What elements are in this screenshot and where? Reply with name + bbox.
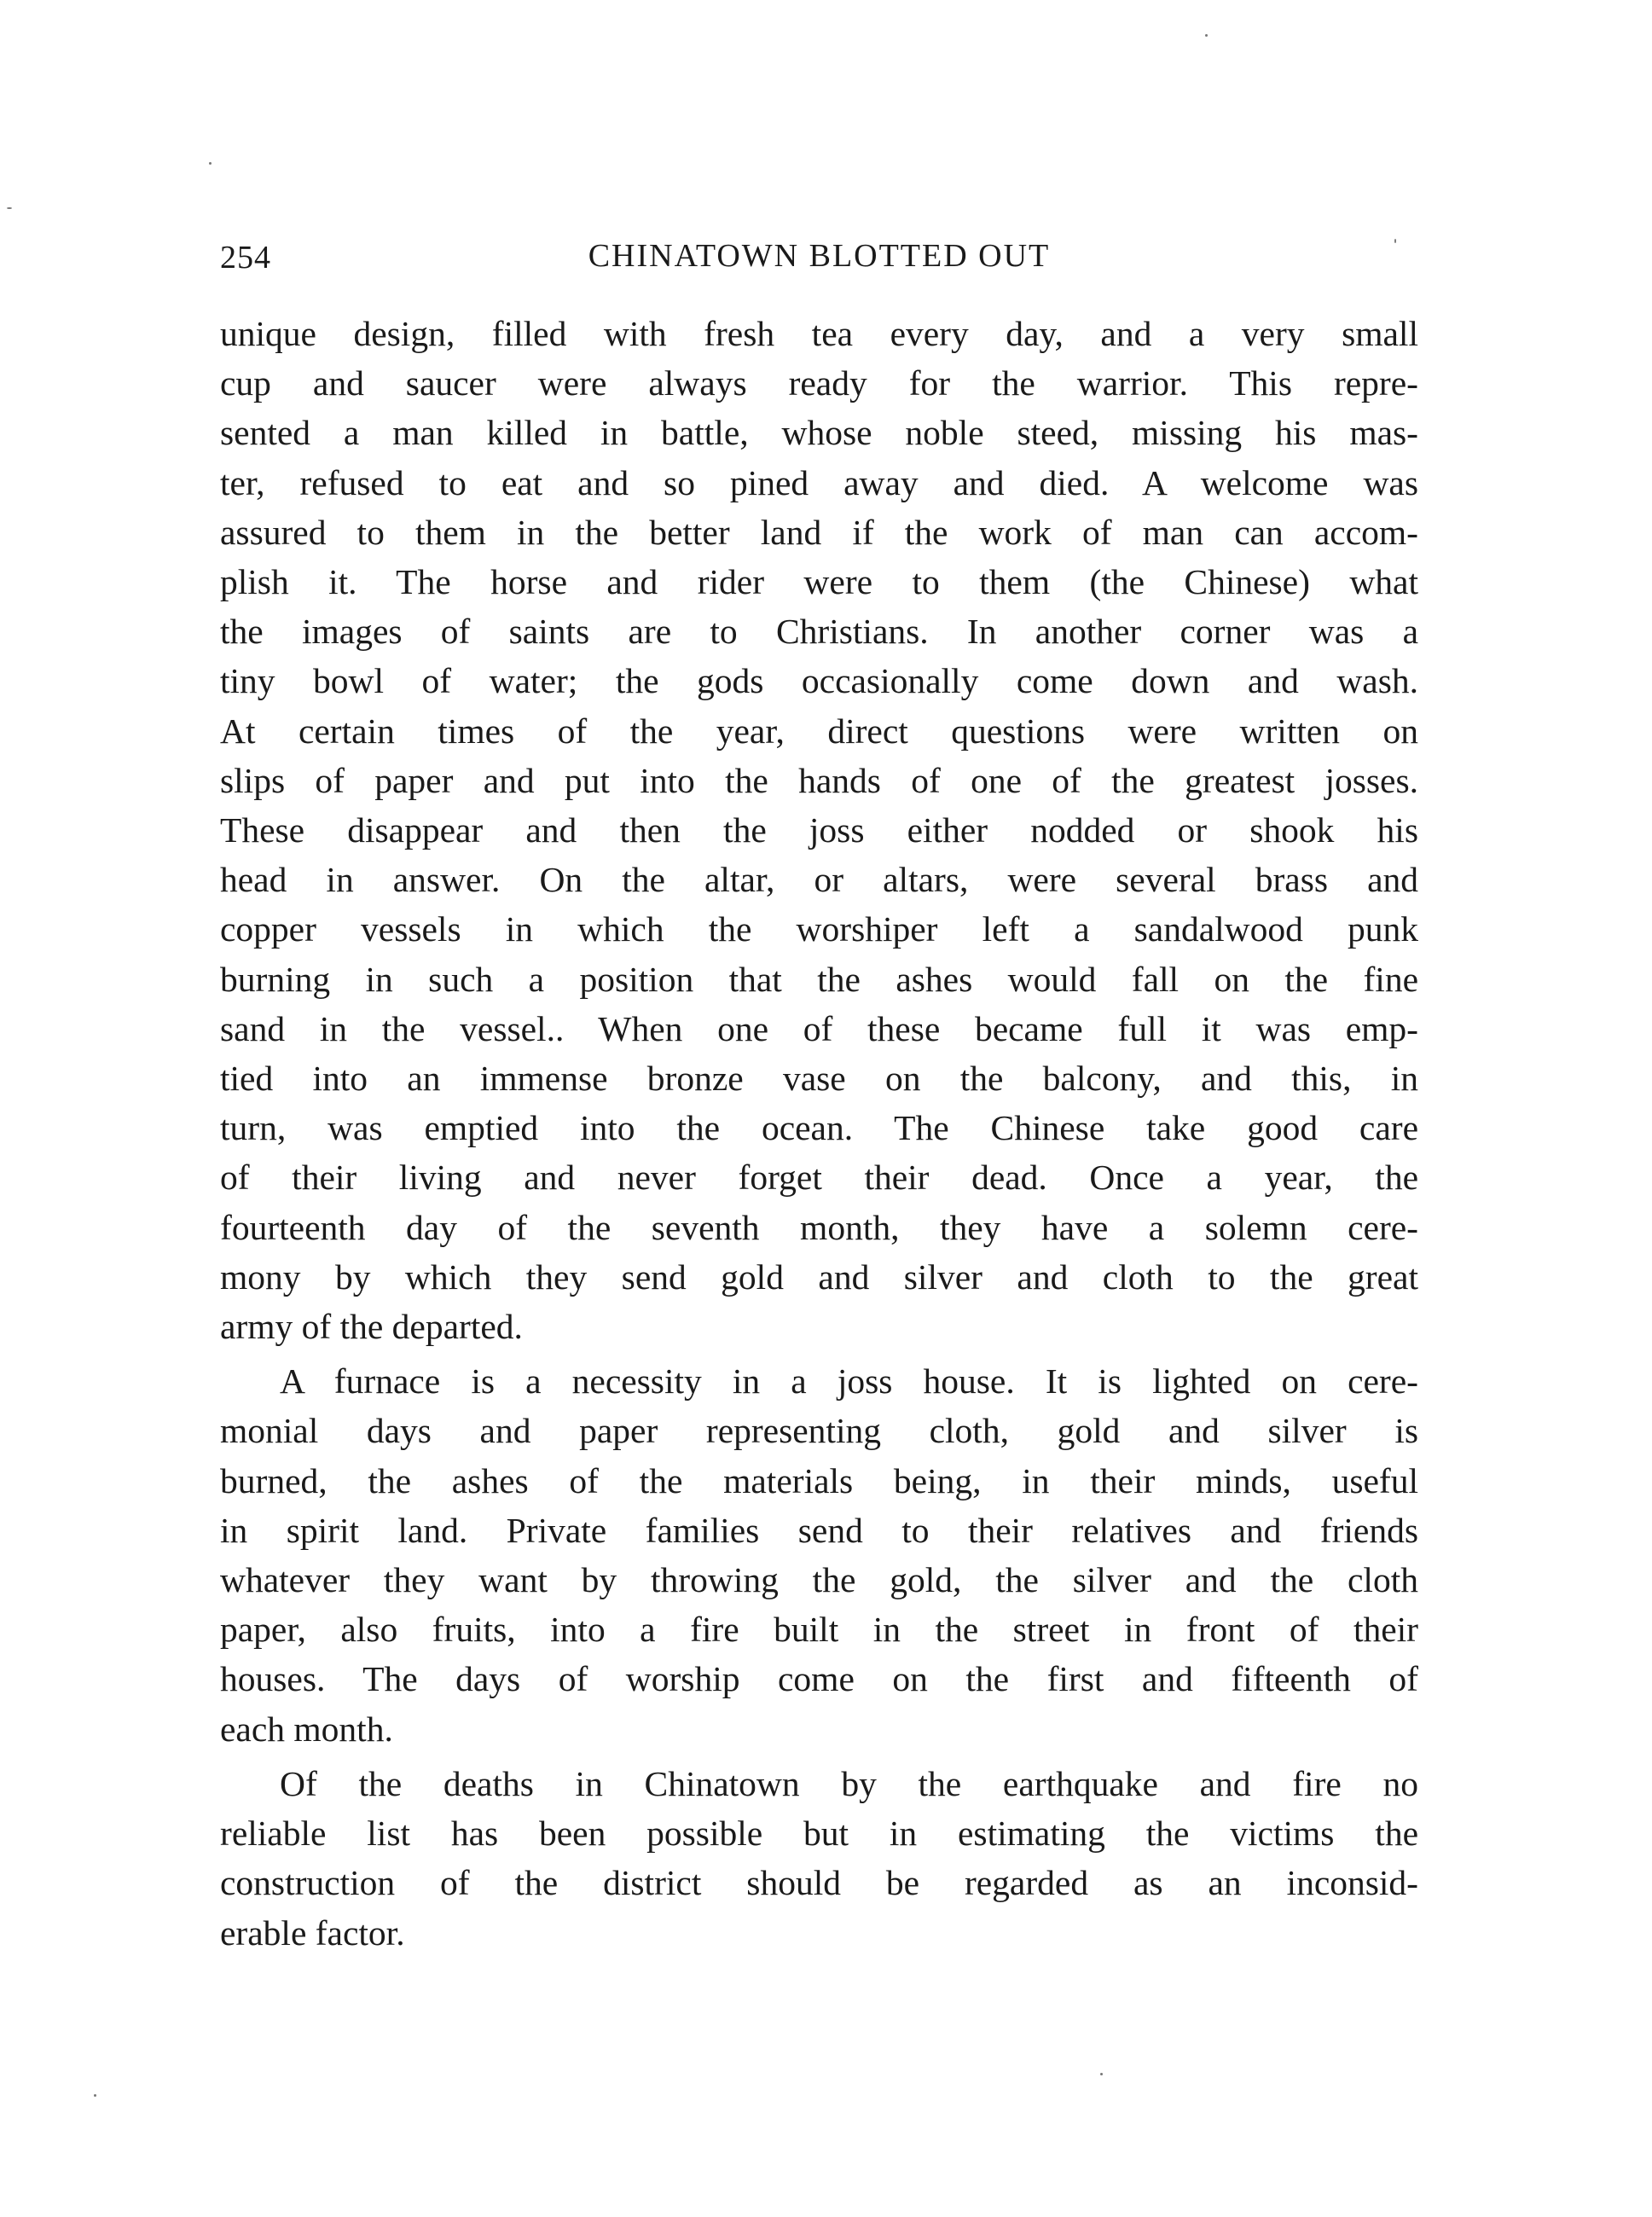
text-line: erable factor. [220,1912,405,1953]
paragraph [220,309,1418,1351]
text-line: mony by which they send gold and silver and cloth to the great [220,1256,1418,1297]
text-line: the images of saints are to Christians. In another corner was a [220,612,1418,652]
paragraph [220,1759,1418,1958]
text-line: each month. [220,1709,393,1749]
scan-speck [209,162,212,165]
text-line: turn, was emptied into the ocean. The Chinese take good care [220,1108,1418,1148]
text-line: slips of paper and put into the hands of one of the greatest josses. [220,760,1418,800]
text-line: A furnace is a necessity in a joss house. It is lighted on cere- [280,1361,1418,1402]
text-line: of their living and never forget their dead. Once a year, the [220,1158,1418,1198]
text-line: sented a man killed in battle, whose noble steed, missing his mas- [220,413,1418,453]
text-line: head in answer. On the altar, or altars, were several brass and [220,860,1418,900]
text-line: burned, the ashes of the materials being, in their minds, useful [220,1460,1418,1500]
text-line: sand in the vessel.. When one of these became full it was emp- [220,1008,1418,1048]
text-line: fourteenth day of the seventh month, they have a solemn cere- [220,1207,1418,1247]
running-head: CHINATOWN BLOTTED OUT [588,238,1051,274]
text-line: reliable list has been possible but in estimating the victims the [220,1814,1418,1854]
text-line: cup and saucer were always ready for the warrior. This repre- [220,363,1418,403]
body-text [220,309,1418,1963]
text-line: assured to them in the better land if the work of man can accom- [220,512,1418,552]
text-line: burning in such a position that the ashes would fall on the fine [220,959,1418,999]
text-line: tiny bowl of water; the gods occasionally come down and wash. [220,661,1418,701]
text-line: houses. The days of worship come on the first and fifteenth of [220,1659,1418,1699]
text-line: unique design, filled with fresh tea every day, and a very small [220,314,1418,353]
text-line: army of the departed. [220,1307,523,1347]
text-line: monial days and paper representing cloth, gold and silver is [220,1411,1418,1451]
page-number: 254 [220,240,271,276]
scan-speck [94,2094,96,2097]
text-line: copper vessels in which the worshiper left a sandalwood punk [220,909,1418,949]
text-line: ter, refused to eat and so pined away and died. A welcome was [220,462,1418,502]
text-line: plish it. The horse and rider were to them (the Chinese) what [220,562,1418,602]
text-line: whatever they want by throwing the gold, the silver and the cloth [220,1560,1418,1600]
scan-speck [1205,34,1208,37]
text-line: These disappear and then the joss either nodded or shook his [220,810,1418,850]
scan-speck [1394,239,1396,243]
scan-speck [7,207,12,209]
text-line: in spirit land. Private families send to their relatives and friends [220,1510,1418,1550]
text-line: tied into an immense bronze vase on the balcony, and this, in [220,1059,1418,1099]
text-line: Of the deaths in Chinatown by the earthquake and fire no [280,1763,1418,1803]
page-header [220,232,1418,283]
scan-speck [1100,2073,1103,2075]
text-line: construction of the district should be regarded as an inconsid- [220,1863,1418,1903]
text-line: At certain times of the year, direct questions were written on [220,711,1418,751]
paragraph [220,1356,1418,1754]
text-line: paper, also fruits, into a fire built in the street in front of their [220,1610,1418,1650]
